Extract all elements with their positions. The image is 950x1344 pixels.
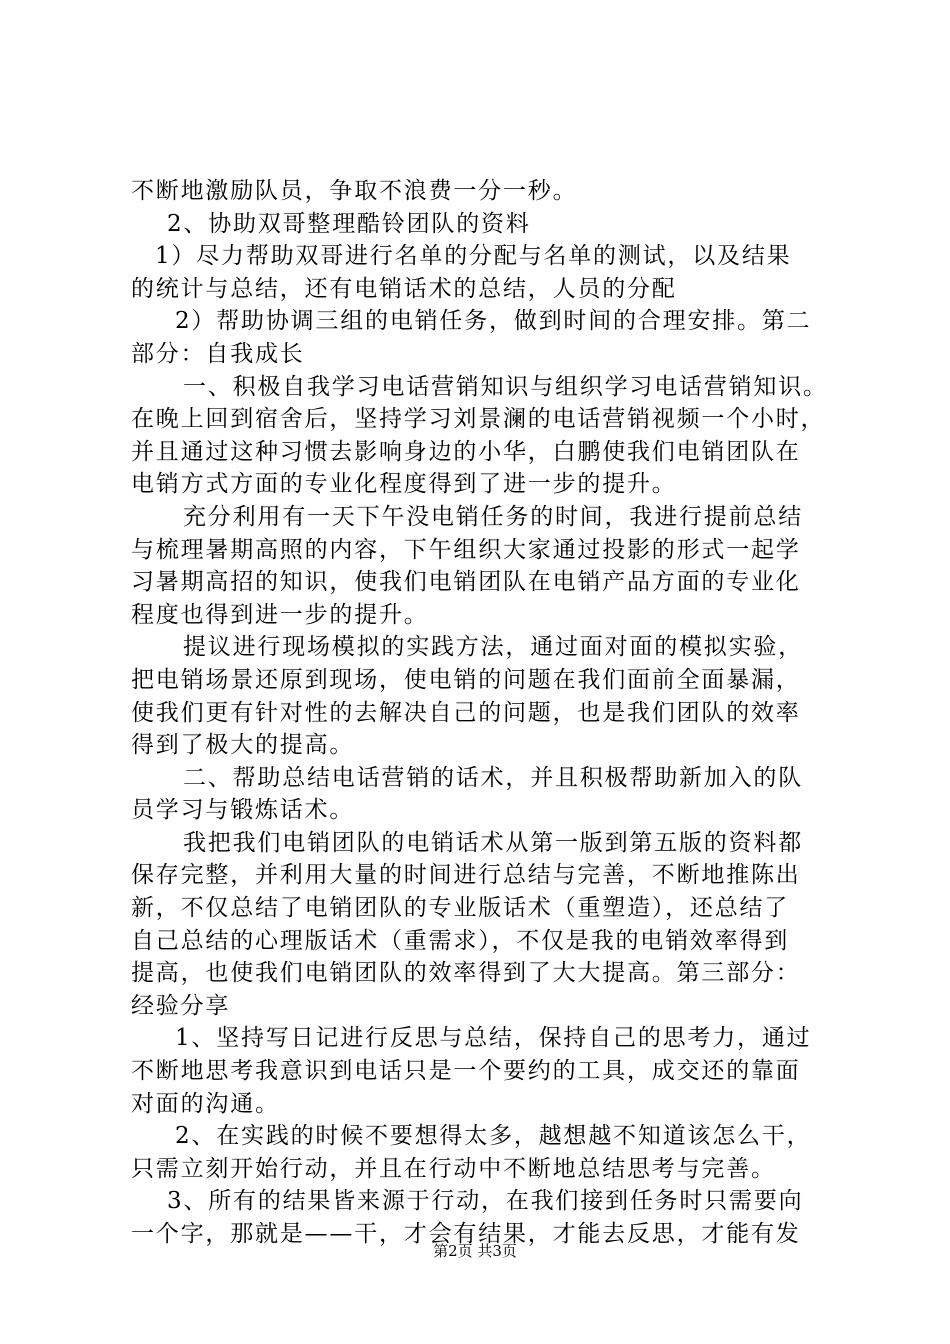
text-line: 并且通过这种习惯去影响身边的小华，白鹏使我们电销团队在: [131, 438, 801, 465]
text-line: 充分利用有一天下午没电销任务的时间，我进行提前总结: [183, 503, 803, 530]
text-line: 一个字，那就是——干，才会有结果，才能去反思，才能有发: [131, 1221, 801, 1247]
text-line: 部分：自我成长: [131, 340, 305, 367]
text-line: 1、坚持写日记进行反思与总结，保持自己的思考力，通过: [175, 1025, 812, 1052]
text-line: 提高，也使我们电销团队的效率得到了大大提高。第三部分：: [131, 960, 801, 987]
document-body: [131, 175, 835, 1251]
page-footer: 第2页 共3页: [433, 1242, 517, 1260]
text-line: 在晚上回到宿舍后，坚持学习刘景澜的电话营销视频一个小时，: [131, 406, 826, 433]
text-line: 3、所有的结果皆来源于行动，在我们接到任务时只需要向: [167, 1188, 804, 1215]
text-line: 自己总结的心理版话术（重需求），不仅是我的电销效率得到: [131, 927, 790, 954]
text-line: 一、积极自我学习电话营销知识与组织学习电话营销知识。: [183, 373, 828, 400]
text-line: 把电销场景还原到现场，使电销的问题在我们面前全面暴漏，: [131, 666, 801, 693]
text-line: 提议进行现场模拟的实践方法，通过面对面的模拟实验，: [183, 634, 803, 661]
text-line: 1）尽力帮助双哥进行名单的分配与名单的测试，以及结果: [155, 243, 792, 270]
text-line: 只需立刻开始行动，并且在行动中不断地总结思考与完善。: [131, 1155, 776, 1182]
text-line: 保存完整，并利用大量的时间进行总结与完善，不断地推陈出: [131, 862, 801, 889]
text-line: 新，不仅总结了电销团队的专业版话术（重塑造），还总结了: [131, 895, 790, 922]
text-line: 2、在实践的时候不要想得太多，越想越不知道该怎么干，: [175, 1123, 812, 1150]
text-line: 2、协助双哥整理酷铃团队的资料: [167, 210, 531, 237]
text-line: 2）帮助协调三组的电销任务，做到时间的合理安排。第二: [175, 308, 812, 335]
text-line: 得到了极大的提高。: [131, 732, 355, 759]
text-line: 与梳理暑期高照的内容，下午组织大家通过投影的形式一起学: [131, 536, 801, 563]
text-line: 使我们更有针对性的去解决自己的问题，也是我们团队的效率: [131, 699, 801, 726]
text-line: 二、帮助总结电话营销的话术，并且积极帮助新加入的队: [183, 764, 803, 791]
text-line: 的统计与总结，还有电销话术的总结，人员的分配: [131, 275, 677, 302]
text-line: 我把我们电销团队的电销话术从第一版到第五版的资料都: [183, 829, 803, 856]
text-line: 不断地思考我意识到电话只是一个要约的工具，成交还的靠面: [131, 1058, 801, 1085]
text-line: 经验分享: [131, 992, 231, 1019]
text-line: 员学习与锻炼话术。: [131, 797, 355, 824]
text-line: 习暑期高招的知识，使我们电销团队在电销产品方面的专业化: [131, 569, 801, 596]
text-line: 电销方式方面的专业化程度得到了进一步的提升。: [131, 471, 677, 498]
text-line: 不断地激励队员，争取不浪费一分一秒。: [131, 178, 578, 204]
text-line: 程度也得到进一步的提升。: [131, 601, 429, 628]
text-line: 对面的沟通。: [131, 1090, 280, 1117]
